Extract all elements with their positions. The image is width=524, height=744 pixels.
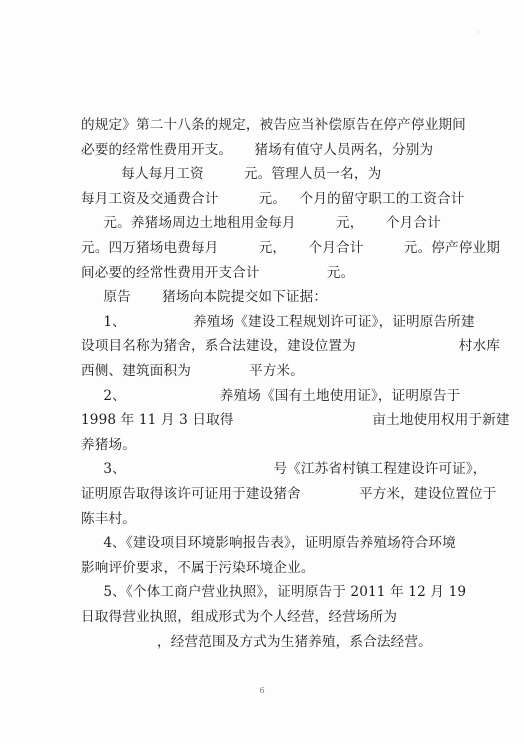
text-line: 3、 号《江苏省村镇工程建设许可证》， <box>81 461 487 478</box>
corner-mark: · <box>477 28 480 37</box>
text-line: 影响评价要求，不属于污染环境企业。 <box>81 559 315 576</box>
text-line: 陈丰村。 <box>81 510 136 527</box>
text-line: 元。四万猪场电费每月 元， 个月合计 元。停产停业期 <box>81 240 500 256</box>
text-line: 2、 养殖场《国有土地使用证》，证明原告于 <box>81 387 461 404</box>
text-line: 西侧、建筑面积为 平方米。 <box>81 363 305 379</box>
text-line: 设项目名称为猪舍，系合法建设，建设位置为 村水库 <box>81 338 500 355</box>
text-line: 1998 年 11 月 3 日取得 亩土地使用权用于新建 <box>81 412 510 429</box>
text-line: 元。养猪场周边土地租用金每月 元， 个月合计 <box>81 215 441 232</box>
text-line: 间必要的经常性费用开支合计 元。 <box>81 264 355 281</box>
text-line: 每月工资及交通费合计 元。 个月的留守职工的工资合计 <box>81 190 465 207</box>
text-line: 日取得营业执照，组成形式为个人经营，经营场所为 <box>81 609 398 625</box>
text-line: 5、《个体工商户营业执照》，证明原告于 2011 年 12 月 19 <box>81 584 467 601</box>
text-line: 1、 养殖场《建设工程规划许可证》，证明原告所建 <box>81 313 475 330</box>
text-line: 养猪场。 <box>81 436 136 453</box>
text-line: 的规定》第二十八条的规定，被告应当补偿原告在停产停业期间 <box>81 117 466 133</box>
text-line: 证明原告取得该许可证用于建设猪舍 平方米，建设位置位于 <box>81 486 497 502</box>
text-line: 每人每月工资 元。管理人员一名，为 <box>81 166 382 183</box>
text-line: ，经营范围及方式为生猪养殖，系合法经营。 <box>81 633 432 650</box>
text-line: 原告 猪场向本院提交如下证据： <box>81 289 328 306</box>
text-line: 必要的经常性费用开支。 猪场有值守人员两名，分别为 <box>81 141 434 158</box>
text-line: 4、《建设项目环境影响报告表》，证明原告养殖场符合环境 <box>81 535 456 552</box>
page-number: 6 <box>259 686 265 695</box>
